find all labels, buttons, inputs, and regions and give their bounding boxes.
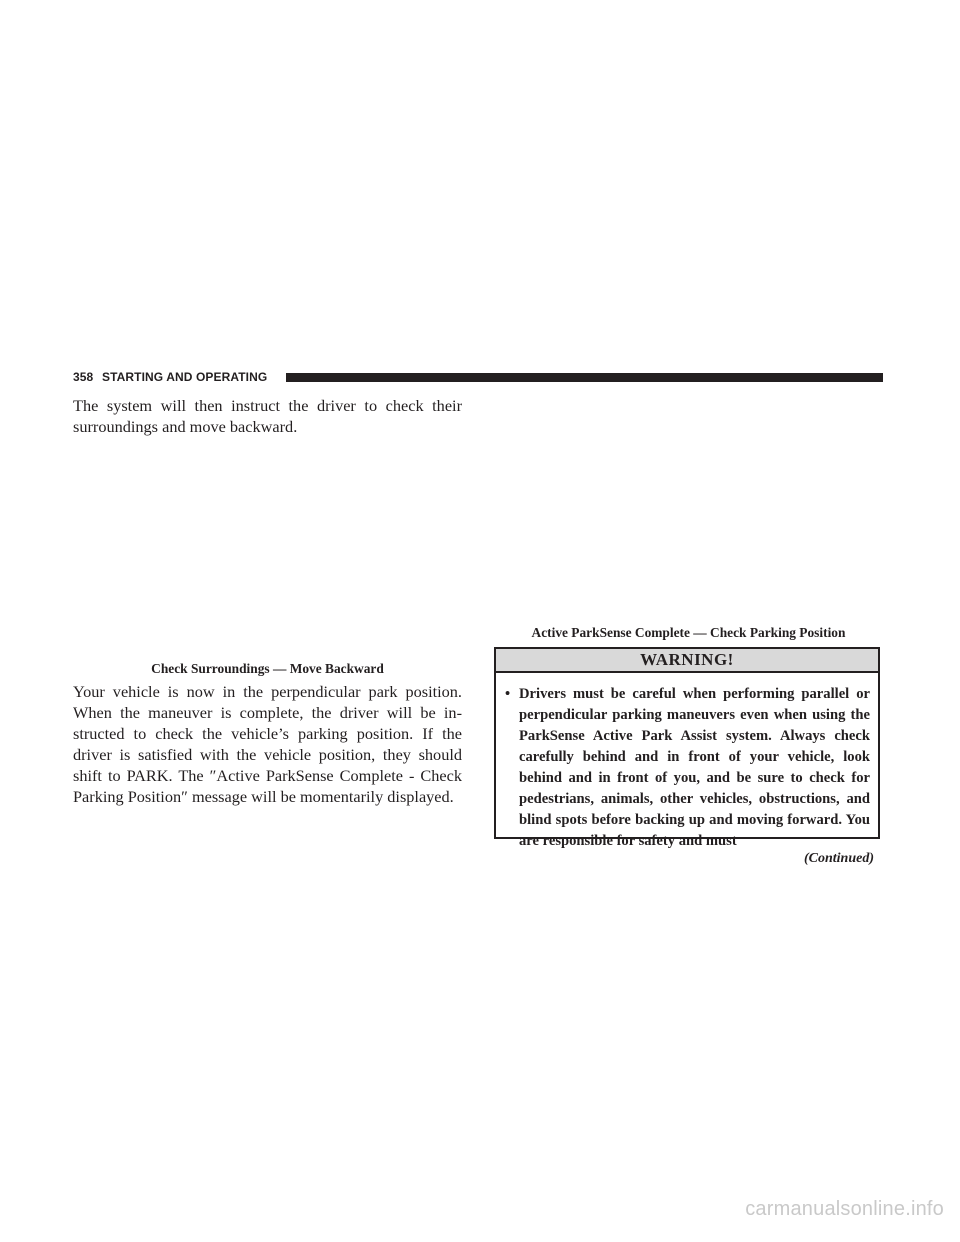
warning-item xyxy=(505,684,870,852)
warning-item-text: Drivers must be careful when performing parallel or perpendicular parking maneuvers even when using the ParkSense Active Park Assist system. Always check carefully behind and in front of your vehicle, look behind and in front of you, and be sure to check for pedestrians, animals, other vehicles, obstructions, and blind spots before backing up and moving forward. You are responsible for safety and must xyxy=(519,686,870,849)
watermark: carmanualsonline.info xyxy=(745,1198,944,1220)
section-title: STARTING AND OPERATING xyxy=(102,370,268,384)
warning-box xyxy=(494,647,880,849)
bullet-icon: • xyxy=(505,686,511,702)
page-number: 358 xyxy=(73,370,94,384)
warning-heading: WARNING! xyxy=(496,649,878,673)
page-header xyxy=(73,370,883,384)
continued-label: (Continued) xyxy=(803,851,874,866)
header-rule xyxy=(286,373,883,382)
figure-caption-check-surroundings: Check Surroundings — Move Backward xyxy=(151,661,384,676)
figure-caption-parksense-complete: Active ParkSense Complete — Check Parking Position xyxy=(531,625,846,640)
intro-paragraph: The system will then instruct the driver to check their surroundings and move backward. xyxy=(73,396,462,436)
complete-paragraph: Your vehicle is now in the perpendicular park position. When the maneuver is complete, the driver will be in-structed to check the vehicle’s parking position. If the driver is satisfied with the vehicle position, they should shift to PARK. The ″Active ParkSense Complete - Check Parking Position″ message will be momentarily displayed. xyxy=(73,682,462,806)
